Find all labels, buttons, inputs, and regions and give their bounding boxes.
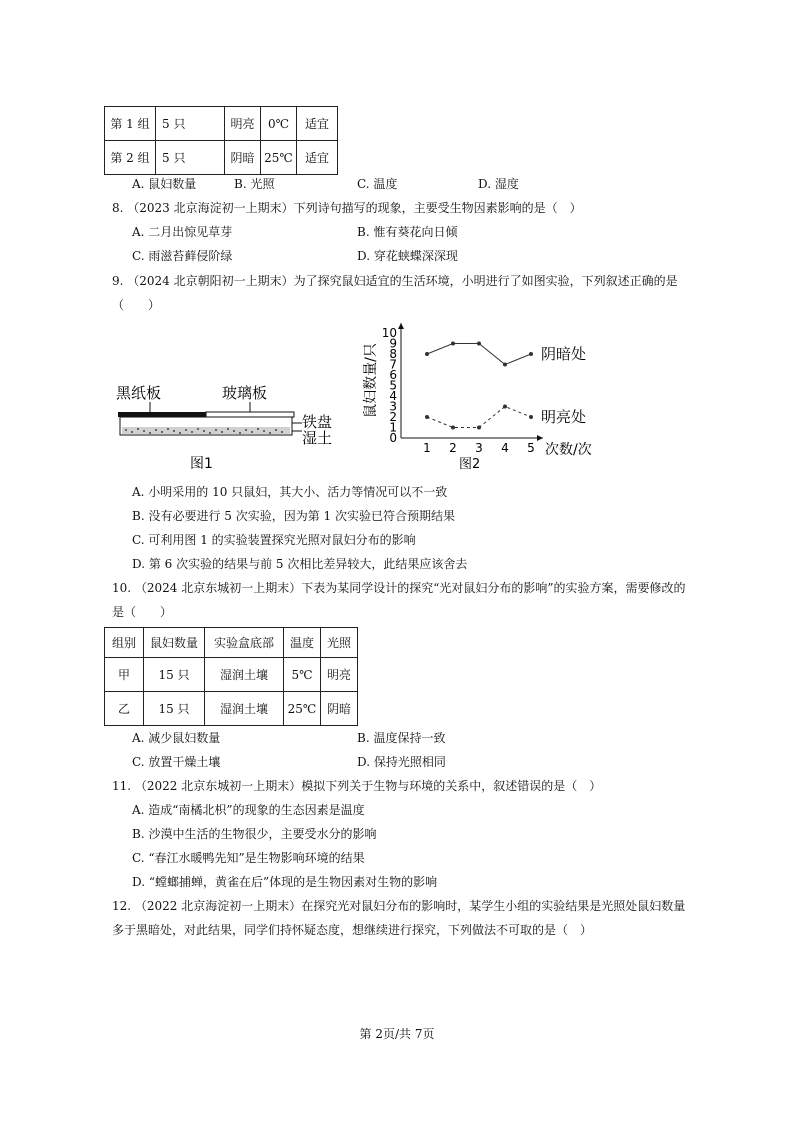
table-cell: 甲: [105, 658, 144, 692]
table-header: 组别: [105, 628, 144, 658]
option-a[interactable]: A. 小明采用的 10 只鼠妇，其大小、活力等情况可以不一致: [132, 485, 448, 499]
option-c[interactable]: C. 放置干燥土壤: [132, 755, 221, 769]
option-b[interactable]: B. 沙漠中生活的生物很少，主要受水分的影响: [132, 827, 377, 841]
table-header: 实验盒底部: [205, 628, 284, 658]
table-cell: 第 1 组: [105, 107, 156, 141]
option-c[interactable]: C. 可利用图 1 的实验装置探究光照对鼠妇分布的影响: [132, 533, 416, 547]
x-axis-arrow: [537, 435, 543, 441]
question-9-stem-bracket: （ ）: [112, 298, 161, 312]
series-line-dark: [427, 344, 531, 365]
option-a[interactable]: A. 造成“南橘北枳”的现象的生态因素是温度: [132, 803, 365, 817]
data-point: [503, 363, 507, 367]
data-point: [451, 426, 455, 430]
option-b[interactable]: B. 没有必要进行 5 次实验，因为第 1 次实验已符合预期结果: [132, 509, 455, 523]
option-d[interactable]: D. “螳螂捕蝉，黄雀在后”体现的是生物因素对生物的影响: [132, 875, 438, 889]
option-a[interactable]: A. 二月出惊见草芽: [132, 225, 233, 239]
x-tick-label: 3: [475, 441, 483, 455]
figure-2-line-chart: [355, 318, 640, 470]
data-point: [503, 405, 507, 409]
table-cell: 阴暗: [321, 692, 358, 726]
table-header-row: [105, 628, 358, 658]
table-cell: 适宜: [297, 141, 338, 175]
table-row: [105, 141, 338, 175]
table-cell: 25℃: [284, 692, 321, 726]
question-8-stem: 8. （2023 北京海淀初一上期末）下列诗句描写的现象，主要受生物因素影响的是（ ）: [112, 201, 582, 215]
table-header: 鼠妇数量: [144, 628, 205, 658]
x-axis-label: 次数/次: [545, 442, 592, 458]
figure-2-caption: 图2: [459, 457, 481, 470]
table-header: 温度: [284, 628, 321, 658]
option-a[interactable]: A. 鼠妇数量: [132, 177, 197, 191]
y-tick-label: 9: [389, 336, 397, 351]
figure-1-apparatus: [110, 378, 340, 473]
y-tick-label: 2: [389, 410, 397, 424]
black-board: [118, 412, 206, 417]
option-a[interactable]: A. 减少鼠妇数量: [132, 731, 221, 745]
option-b[interactable]: B. 温度保持一致: [357, 731, 446, 745]
glass-board: [206, 412, 294, 417]
y-tick-label: 10: [381, 326, 397, 340]
table-experiment-plan: [104, 627, 358, 726]
table-cell: 阴暗: [225, 141, 261, 175]
table-cell: 25℃: [261, 141, 297, 175]
data-point: [529, 352, 533, 356]
y-tick-label: 4: [389, 389, 397, 403]
data-point: [425, 352, 429, 356]
table-cell: 5 只: [156, 141, 225, 175]
y-axis-arrow: [398, 323, 404, 329]
label-wet-soil: 湿土: [302, 429, 333, 447]
y-tick-label: 0: [389, 431, 397, 445]
y-tick-label: 5: [389, 378, 397, 393]
x-tick-label: 5: [527, 441, 535, 455]
option-b[interactable]: B. 惟有葵花向日倾: [357, 225, 458, 239]
table-row: [105, 658, 358, 692]
y-tick-label: 8: [389, 347, 397, 361]
x-tick-label: 4: [501, 441, 509, 455]
question-12-stem-cont: 多于黑暗处，对此结果，同学们持怀疑态度，想继续进行探究，下列做法不可取的是（ ）: [112, 923, 593, 937]
question-11-stem: 11. （2022 北京东城初一上期末）模拟下列关于生物与环境的关系中，叙述错误的是（ ）: [112, 779, 602, 793]
table-cell: 适宜: [297, 107, 338, 141]
question-10-stem-cont: 是（ ）: [112, 605, 173, 619]
question-9-stem: 9. （2024 北京朝阳初一上期末）为了探究鼠妇适宜的生活环境，小明进行了如图实验，下列叙述正确的是: [112, 274, 678, 288]
label-glass-board: 玻璃板: [222, 384, 268, 402]
table-cell: 明亮: [225, 107, 261, 141]
table-cell: 15 只: [144, 658, 205, 692]
table-cell: 湿润土壤: [205, 658, 284, 692]
data-point: [425, 415, 429, 419]
table-light-temperature: [104, 106, 338, 175]
option-b[interactable]: B. 光照: [234, 177, 275, 191]
data-point: [451, 342, 455, 346]
series-label: 阴暗处: [541, 345, 587, 363]
x-tick-label: 2: [449, 441, 457, 455]
y-tick-label: 6: [389, 368, 397, 382]
data-point: [477, 426, 481, 430]
y-tick-label: 1: [389, 420, 397, 435]
option-c[interactable]: C. 温度: [357, 177, 398, 191]
table-cell: 5℃: [284, 658, 321, 692]
option-d[interactable]: D. 湿度: [478, 177, 519, 191]
x-tick-label: 1: [423, 441, 431, 455]
table-cell: 明亮: [321, 658, 358, 692]
figure-1-caption: 图1: [190, 456, 213, 472]
label-iron-tray: 铁盘: [302, 413, 333, 431]
option-d[interactable]: D. 穿花蛱蝶深深现: [357, 249, 458, 263]
table-cell: 湿润土壤: [205, 692, 284, 726]
table-cell: 第 2 组: [105, 141, 156, 175]
label-black-board: 黑纸板: [116, 384, 162, 402]
y-axis-label: 鼠妇数量/只: [363, 343, 379, 418]
series-line-bright: [427, 407, 531, 428]
option-d[interactable]: D. 保持光照相同: [357, 755, 446, 769]
option-c[interactable]: C. “春江水暖鸭先知”是生物影响环境的结果: [132, 851, 365, 865]
option-d[interactable]: D. 第 6 次实验的结果与前 5 次相比差异较大，此结果应该舍去: [132, 557, 468, 571]
y-tick-label: 7: [389, 357, 397, 372]
question-12-stem: 12. （2022 北京海淀初一上期末）在探究光对鼠妇分布的影响时，某学生小组的实验结果是光照处鼠妇数量: [112, 899, 686, 913]
table-row: [105, 692, 358, 726]
table-cell: 乙: [105, 692, 144, 726]
table-cell: 15 只: [144, 692, 205, 726]
data-point: [529, 415, 533, 419]
series-label: 明亮处: [541, 408, 587, 426]
table-header: 光照: [321, 628, 358, 658]
question-10-stem: 10. （2024 北京东城初一上期末）下表为某同学设计的探究“光对鼠妇分布的影响”的实验方案，需要修改的: [112, 581, 686, 595]
y-tick-label: 3: [389, 399, 397, 414]
table-row: [105, 107, 338, 141]
table-cell: 5 只: [156, 107, 225, 141]
data-point: [477, 342, 481, 346]
option-c[interactable]: C. 雨滋苔藓侵阶绿: [132, 249, 233, 263]
page-number: 第 2页/共 7页: [359, 1027, 435, 1041]
table-cell: 0℃: [261, 107, 297, 141]
